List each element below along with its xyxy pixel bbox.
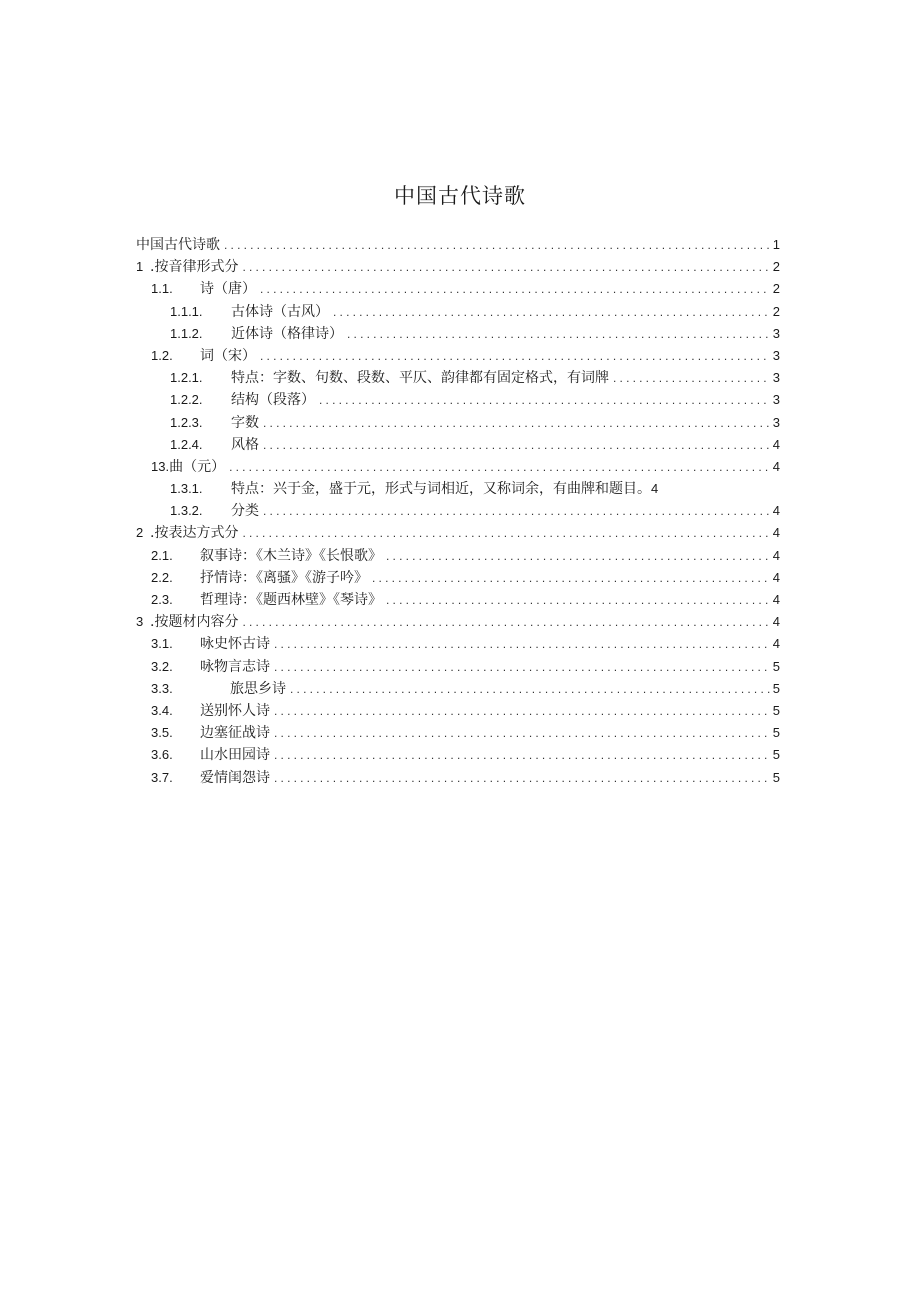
toc-entry-title: 山水田园诗 [200,747,270,764]
toc-dot-leader [242,615,769,629]
toc-entry-page: 5 [772,769,780,785]
toc-dot-leader [242,526,769,540]
toc-entry[interactable] [136,478,780,500]
toc-dot-leader [260,349,770,363]
toc-entry-page: 5 [772,658,780,674]
table-of-contents [136,234,780,789]
toc-entry[interactable] [136,545,780,567]
toc-entry-title: 咏史怀古诗 [200,636,270,653]
toc-entry[interactable] [136,434,780,456]
toc-entry-number: 1.3.1. [170,481,203,497]
toc-entry-page: 4 [772,458,780,474]
toc-entry-number: 3.7. [151,769,173,785]
toc-entry-number: 2.2. [151,569,173,585]
toc-entry-title: 特点：字数、句数、段数、平仄、韵律都有固定格式，有词牌 [231,370,609,387]
toc-dot-leader [372,571,770,585]
toc-entry-page: 3 [772,392,780,408]
toc-entry-number: 13. [151,458,170,474]
toc-entry-page: 5 [772,680,780,696]
toc-entry-number: 1.2.1. [170,370,203,386]
toc-entry-number: 2.1. [151,547,173,563]
toc-entry-page: 4 [772,614,780,630]
toc-dot-leader [290,682,770,696]
toc-entry-page: 5 [772,747,780,763]
toc-entry-number: 1.2. [151,347,173,363]
toc-entry-page: 5 [772,725,780,741]
toc-dot-leader [274,771,770,785]
toc-entry-title: 结构（段落） [231,392,315,409]
toc-entry-title: 抒情诗：《离骚》《游子吟》 [200,569,368,586]
toc-entry-title: 词（宋） [200,347,256,364]
toc-entry-page: 4 [772,525,780,541]
toc-entry[interactable] [136,633,780,655]
toc-entry-page: 3 [772,370,780,386]
toc-entry-title: 诗（唐） [200,281,256,298]
toc-entry-page: 1 [772,237,780,252]
toc-dot-leader [386,549,770,563]
toc-entry-number: 2 [136,525,144,541]
toc-entry-title: 咏物言志诗 [200,658,270,675]
toc-dot-leader [263,438,770,452]
toc-dot-leader [242,260,769,274]
toc-dot-leader [229,460,770,474]
toc-entry-page: 4 [772,436,780,452]
toc-entry-page: 3 [772,325,780,341]
toc-entry-page: 2 [772,281,780,297]
toc-entry[interactable] [136,567,780,589]
toc-entry-page: 5 [772,702,780,718]
toc-entry-title: 近体诗（格律诗） [231,325,343,342]
toc-entry-title: 中国古代诗歌 [136,237,220,253]
toc-entry-title: .按音律形式分 [150,259,239,276]
toc-entry-page: 4 [651,481,659,497]
toc-entry-page: 4 [772,636,780,652]
toc-entry[interactable] [136,522,780,544]
toc-entry[interactable] [136,278,780,300]
toc-entry-number: 1.2.2. [170,392,203,408]
toc-entry[interactable] [136,456,780,478]
toc-entry-title: 风格 [231,436,259,453]
toc-entry[interactable] [136,412,780,434]
toc-entry[interactable] [136,589,780,611]
toc-dot-leader [263,416,770,430]
toc-entry-title: 叙事诗：《木兰诗》《长恨歌》 [200,547,382,564]
toc-entry-number: 1.1.1. [170,303,203,319]
toc-entry-number: 1.2.4. [170,436,203,452]
toc-entry[interactable] [136,389,780,411]
toc-entry[interactable] [136,367,780,389]
toc-entry-title: 古体诗（古风） [231,303,329,320]
toc-entry-title: .按表达方式分 [150,525,239,542]
toc-entry[interactable] [136,256,780,278]
toc-entry-number: 3 [136,614,144,630]
toc-dot-leader [333,305,770,319]
toc-entry-title: 送别怀人诗 [200,702,270,719]
toc-entry-title: 爱情闺怨诗 [200,769,270,786]
toc-dot-leader [386,593,770,607]
toc-entry[interactable] [136,500,780,522]
toc-entry[interactable] [136,656,780,678]
toc-entry-page: 3 [772,414,780,430]
toc-entry[interactable] [136,767,780,789]
toc-entry-title: 曲（元） [169,458,226,475]
toc-entry-number: 1.1.2. [170,325,203,341]
toc-dot-leader [260,282,770,296]
toc-dot-leader [274,726,770,740]
document-title: 中国古代诗歌 [394,184,526,208]
toc-entry-title: 边塞征战诗 [200,725,270,742]
toc-entry-number: 3.2. [151,658,173,674]
toc-dot-leader [263,504,770,518]
toc-entry-title: .按题材内容分 [150,614,239,631]
toc-dot-leader [274,660,770,674]
toc-dot-leader [347,327,770,341]
toc-entry-number: 3.4. [151,702,173,718]
toc-entry-number: 2.3. [151,592,173,607]
toc-entry-title: 哲理诗：《题西林壁》《琴诗》 [200,592,382,608]
toc-entry-number: 1 [136,259,144,275]
toc-entry-title: 特点：兴于金，盛于元，形式与词相近，又称词余，有曲牌和题目。 [231,481,651,498]
toc-entry[interactable] [136,678,780,700]
toc-entry[interactable] [136,234,780,256]
toc-entry-number: 1.3.2. [170,503,203,519]
toc-entry-page: 4 [772,503,780,519]
toc-dot-leader [613,371,770,385]
toc-entry-number: 3.1. [151,636,173,652]
toc-entry-page: 4 [772,592,780,607]
toc-entry-title: 字数 [231,414,259,431]
toc-entry[interactable] [136,744,780,766]
toc-entry[interactable] [136,301,780,323]
toc-dot-leader [274,637,770,651]
toc-entry[interactable] [136,722,780,744]
toc-entry-page: 4 [772,547,780,563]
toc-entry[interactable] [136,700,780,722]
toc-entry-page: 4 [772,569,780,585]
toc-entry[interactable] [136,611,780,633]
toc-dot-leader [274,748,770,762]
toc-entry-number: 3.3. [151,680,173,696]
toc-dot-leader [319,393,770,407]
toc-entry-number: 3.6. [151,747,173,763]
toc-entry-number: 1.1. [151,281,173,297]
toc-entry-number: 3.5. [151,725,173,741]
toc-entry-page: 2 [772,259,780,275]
toc-entry-page: 3 [772,347,780,363]
toc-entry-number: 1.2.3. [170,414,203,430]
toc-entry-title: 旅思乡诗 [230,680,286,697]
toc-dot-leader [274,704,770,718]
toc-dot-leader [224,238,770,252]
toc-entry[interactable] [136,323,780,345]
toc-entry[interactable] [136,345,780,367]
toc-entry-title: 分类 [231,503,259,520]
toc-entry-page: 2 [772,303,780,319]
